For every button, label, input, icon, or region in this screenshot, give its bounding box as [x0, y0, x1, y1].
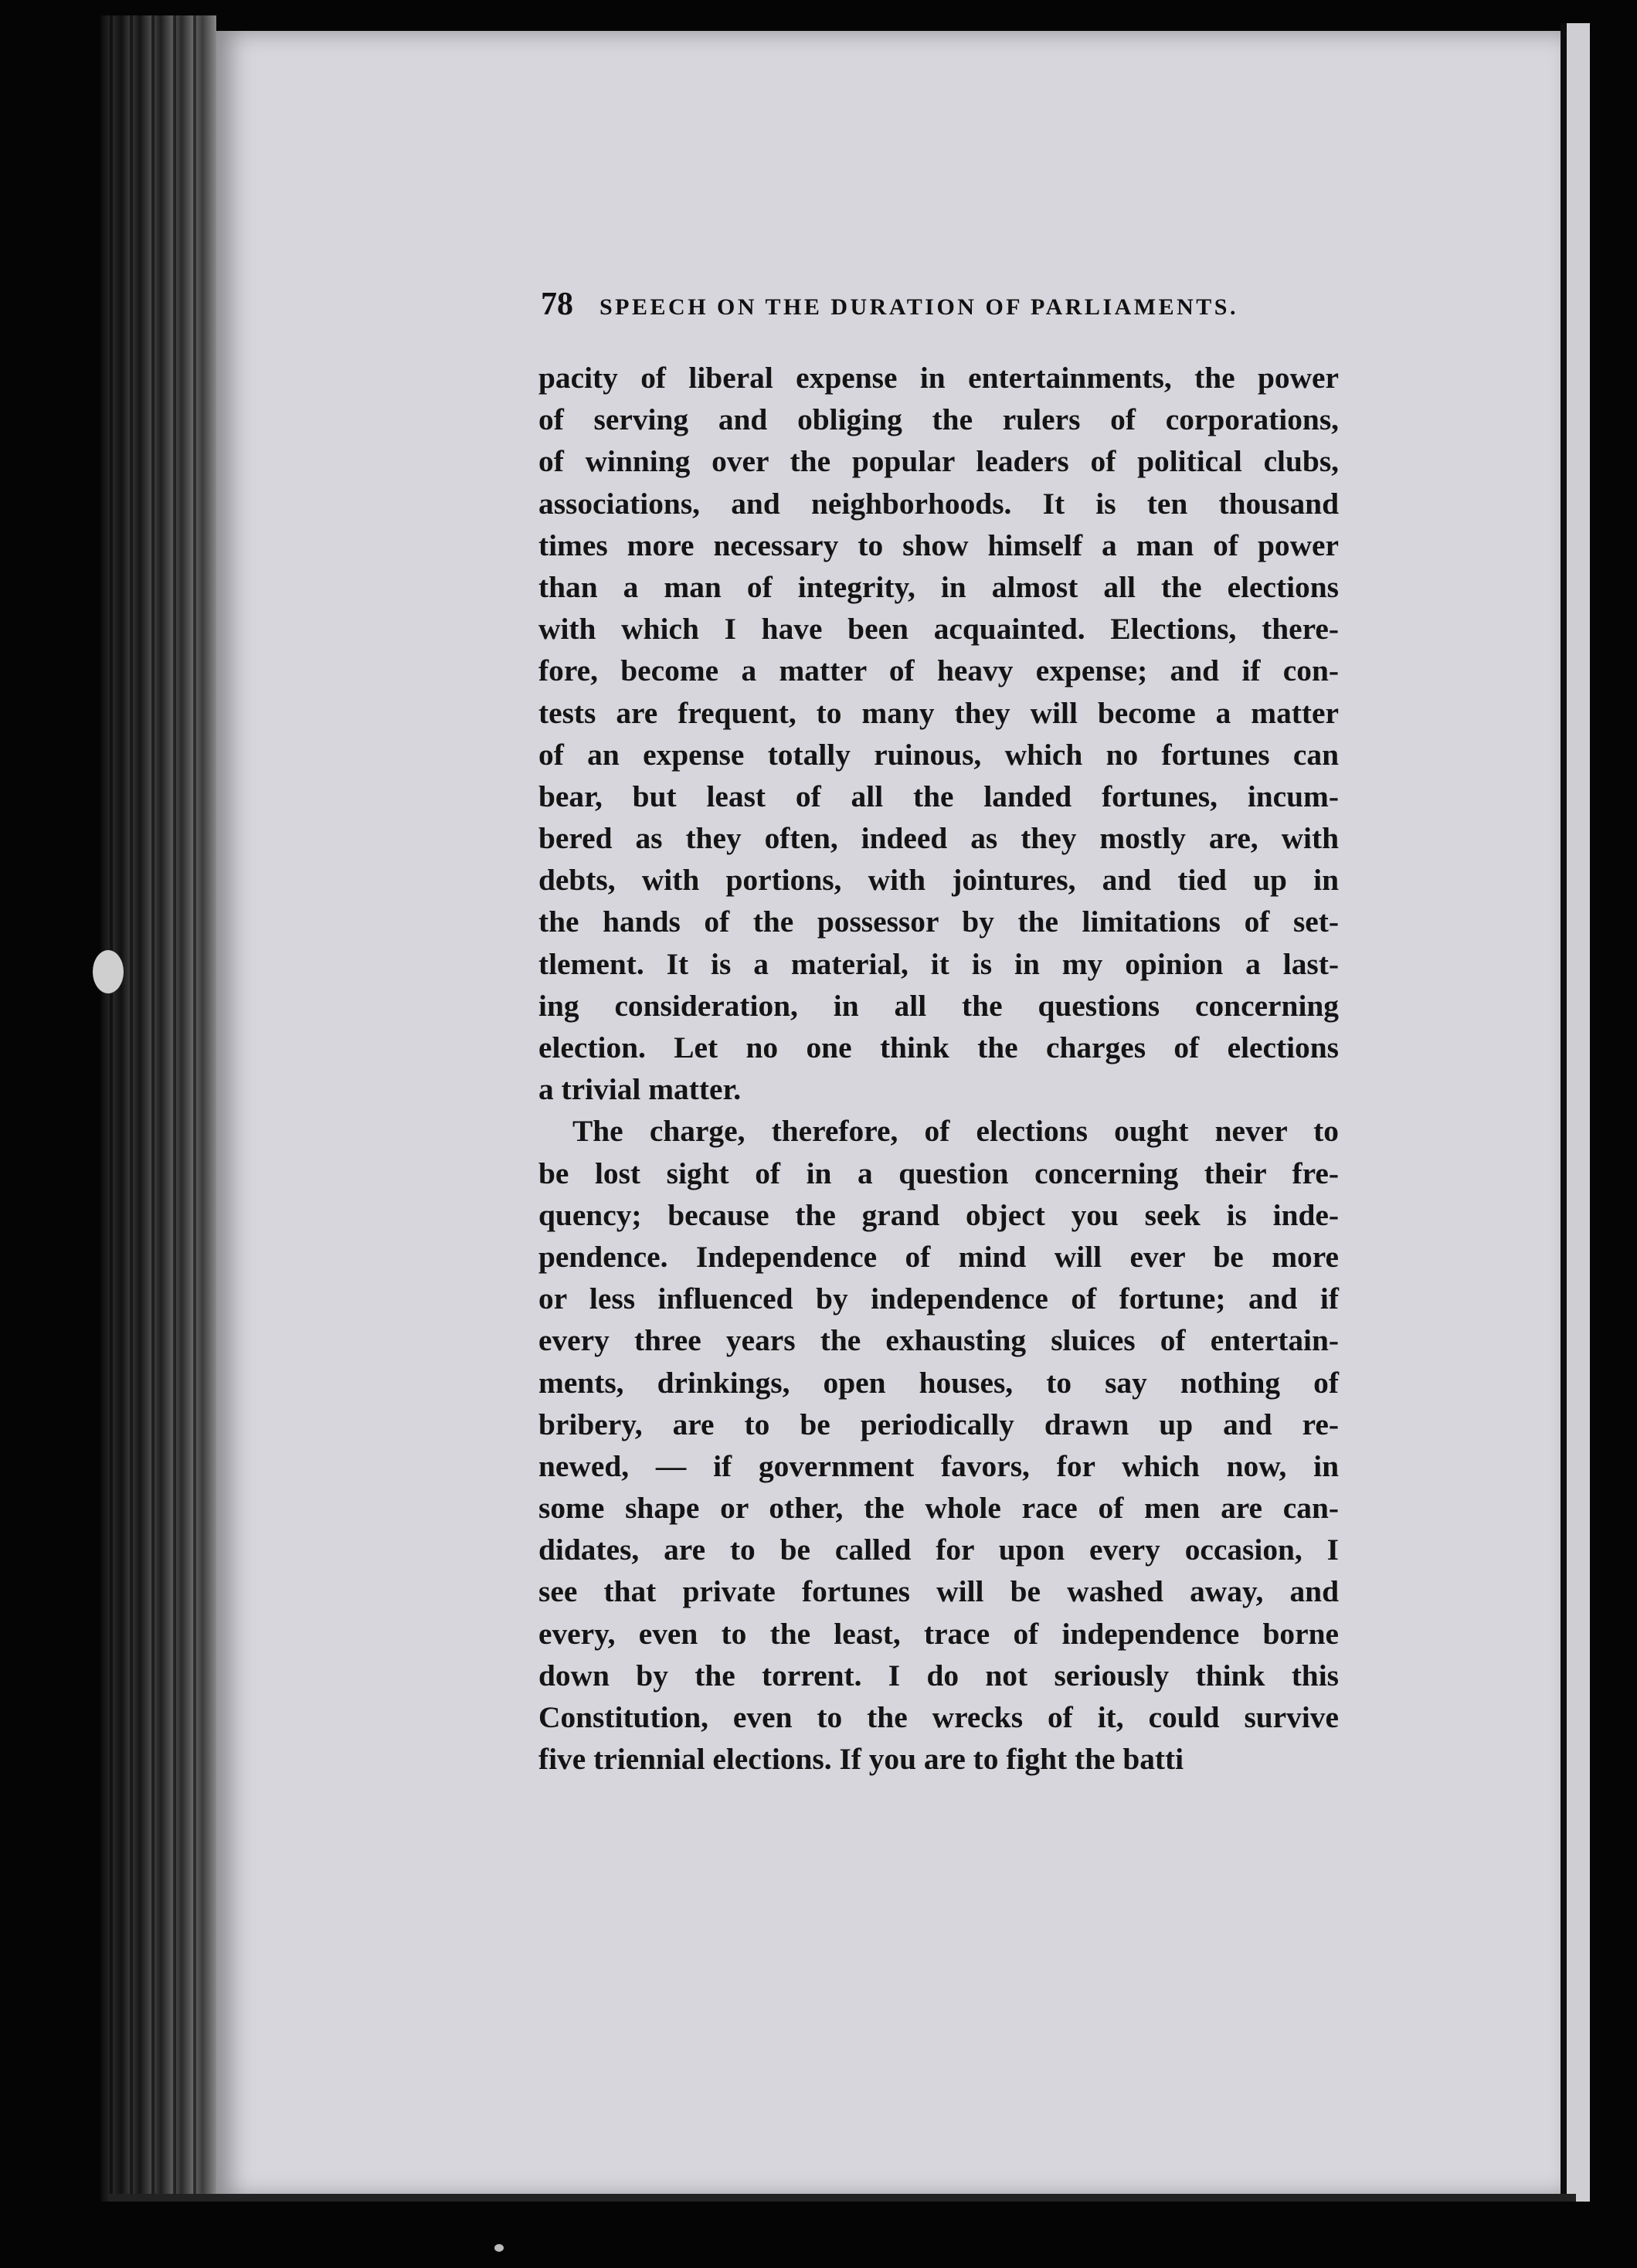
text-line: associations, and neighborhoods. It is ten thousand — [538, 486, 1339, 521]
body-text — [538, 357, 1339, 1780]
text-line: times more necessary to show himself a man of power — [538, 528, 1339, 562]
text-line: ing consideration, in all the questions concerning — [538, 988, 1339, 1023]
text-line: didates, are to be called for upon every occasion, I — [538, 1533, 1339, 1567]
facing-page-edge — [1561, 23, 1590, 2202]
text-line: down by the torrent. I do not seriously think this — [538, 1658, 1339, 1693]
paragraph-start-line: The charge, therefore, of elections ought never to — [572, 1114, 1339, 1149]
paper-fleck — [494, 2244, 504, 2252]
text-line: with which I have been acquainted. Elections, there- — [538, 612, 1339, 647]
text-line: of serving and obliging the rulers of corporations, — [538, 402, 1339, 437]
paper-fleck — [93, 950, 124, 993]
text-line: Constitution, even to the wrecks of it, could survive — [538, 1700, 1339, 1734]
text-line: than a man of integrity, in almost all the elections — [538, 569, 1339, 604]
text-line: election. Let no one think the charges of elections — [538, 1030, 1339, 1064]
text-line: ments, drinkings, open houses, to say nothing of — [538, 1365, 1339, 1400]
text-line: debts, with portions, with jointures, and tied up in — [538, 863, 1339, 898]
text-line: bered as they often, indeed as they mostly are, with — [538, 821, 1339, 856]
text-line: bear, but least of all the landed fortunes, incum- — [538, 779, 1339, 813]
text-line: every, even to the least, trace of independence borne — [538, 1616, 1339, 1651]
text-line: tlement. It is a material, it is in my opinion a last- — [538, 946, 1339, 981]
text-line: five triennial elections. If you are to fight the batti — [538, 1742, 1184, 1777]
book-spine — [100, 15, 216, 2202]
running-head — [541, 286, 1352, 324]
paragraph-end-line: a trivial matter. — [538, 1072, 742, 1107]
text-line: every three years the exhausting sluices of entertain- — [538, 1323, 1339, 1358]
text-line: or less influenced by independence of fortune; and if — [538, 1282, 1339, 1316]
text-line: of winning over the popular leaders of political clubs, — [538, 444, 1339, 479]
text-line: of an expense totally ruinous, which no fortunes can — [538, 737, 1339, 772]
text-line: see that private fortunes will be washed away, and — [538, 1574, 1339, 1609]
text-line: tests are frequent, to many they will become a matter — [538, 695, 1339, 730]
text-line: some shape or other, the whole race of men are can- — [538, 1491, 1339, 1526]
text-line: pendence. Independence of mind will ever be more — [538, 1239, 1339, 1274]
page-bottom-edge — [108, 2194, 1576, 2202]
text-line: newed, — if government favors, for which now, in — [538, 1448, 1339, 1483]
running-head-title: SPEECH ON THE DURATION OF PARLIAMENTS. — [599, 294, 1238, 320]
text-line: the hands of the possessor by the limitations of set- — [538, 905, 1339, 939]
text-line: fore, become a matter of heavy expense; and if con- — [538, 654, 1339, 688]
page-number: 78 — [541, 287, 573, 322]
text-line: pacity of liberal expense in entertainments, the power — [538, 361, 1339, 395]
text-line: quency; because the grand object you seek is inde- — [538, 1197, 1339, 1232]
text-line: be lost sight of in a question concerning their fre- — [538, 1156, 1339, 1190]
text-line: bribery, are to be periodically drawn up and re- — [538, 1407, 1339, 1441]
